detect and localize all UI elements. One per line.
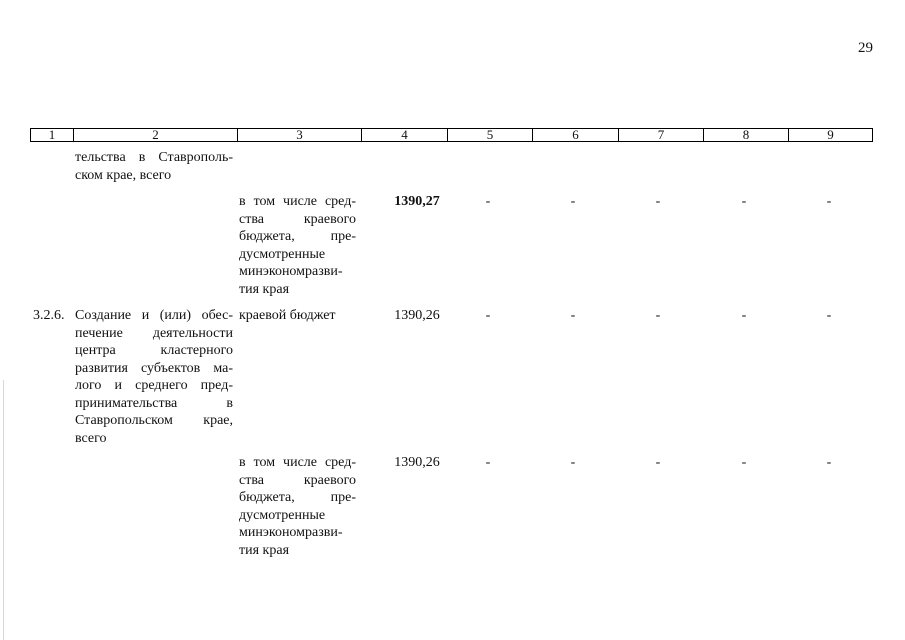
table-row-col8: - — [741, 455, 747, 470]
table-row-col7: - — [655, 194, 661, 209]
header-col-8: 8 — [703, 129, 788, 141]
table-row-col6: - — [570, 194, 576, 209]
table-row-source: в том числе сред-ства краевого бюджета, пре-дусмотренные минэкономразви-тия края — [239, 194, 356, 297]
table-row-name: Создание и (или) обес-печение деятельности центра кластерного развития субъектов ма-лого и среднего пред-принимательства в Ставропольском крае, всего — [75, 308, 233, 446]
table-row-col8: - — [741, 194, 747, 209]
table-row-col6: - — [570, 455, 576, 470]
scan-edge-line — [3, 380, 4, 640]
table-row-value: 1390,26 — [394, 455, 440, 470]
table-row-value: 1390,26 — [394, 308, 440, 323]
header-col-7: 7 — [618, 129, 703, 141]
table-row-col9: - — [826, 308, 832, 323]
table-row-col7: - — [655, 455, 661, 470]
header-col-9: 9 — [788, 129, 872, 141]
table-row-col7: - — [655, 308, 661, 323]
table-row-col9: - — [826, 455, 832, 470]
table-row-col5: - — [485, 455, 491, 470]
header-col-4: 4 — [361, 129, 447, 141]
header-col-5: 5 — [447, 129, 532, 141]
table-row-source: в том числе сред-ства краевого бюджета, пре-дусмотренные минэкономразви-тия края — [239, 455, 356, 558]
header-col-6: 6 — [532, 129, 618, 141]
table-row-number: 3.2.6. — [33, 308, 65, 323]
table-row-source: краевой бюджет — [239, 308, 336, 323]
header-col-3: 3 — [237, 129, 361, 141]
header-col-1: 1 — [48, 127, 56, 142]
table-row-col9: - — [826, 194, 832, 209]
table-row-value: 1390,27 — [394, 194, 440, 209]
table-row-name: тельства в Ставрополь-ском крае, всего — [75, 150, 233, 183]
table-row-col8: - — [741, 308, 747, 323]
table-row-col5: - — [485, 308, 491, 323]
header-col-2: 2 — [73, 129, 237, 141]
table-row-col6: - — [570, 308, 576, 323]
page-number: 29 — [858, 40, 873, 56]
table-header-row — [30, 128, 873, 142]
table-row-col5: - — [485, 194, 491, 209]
